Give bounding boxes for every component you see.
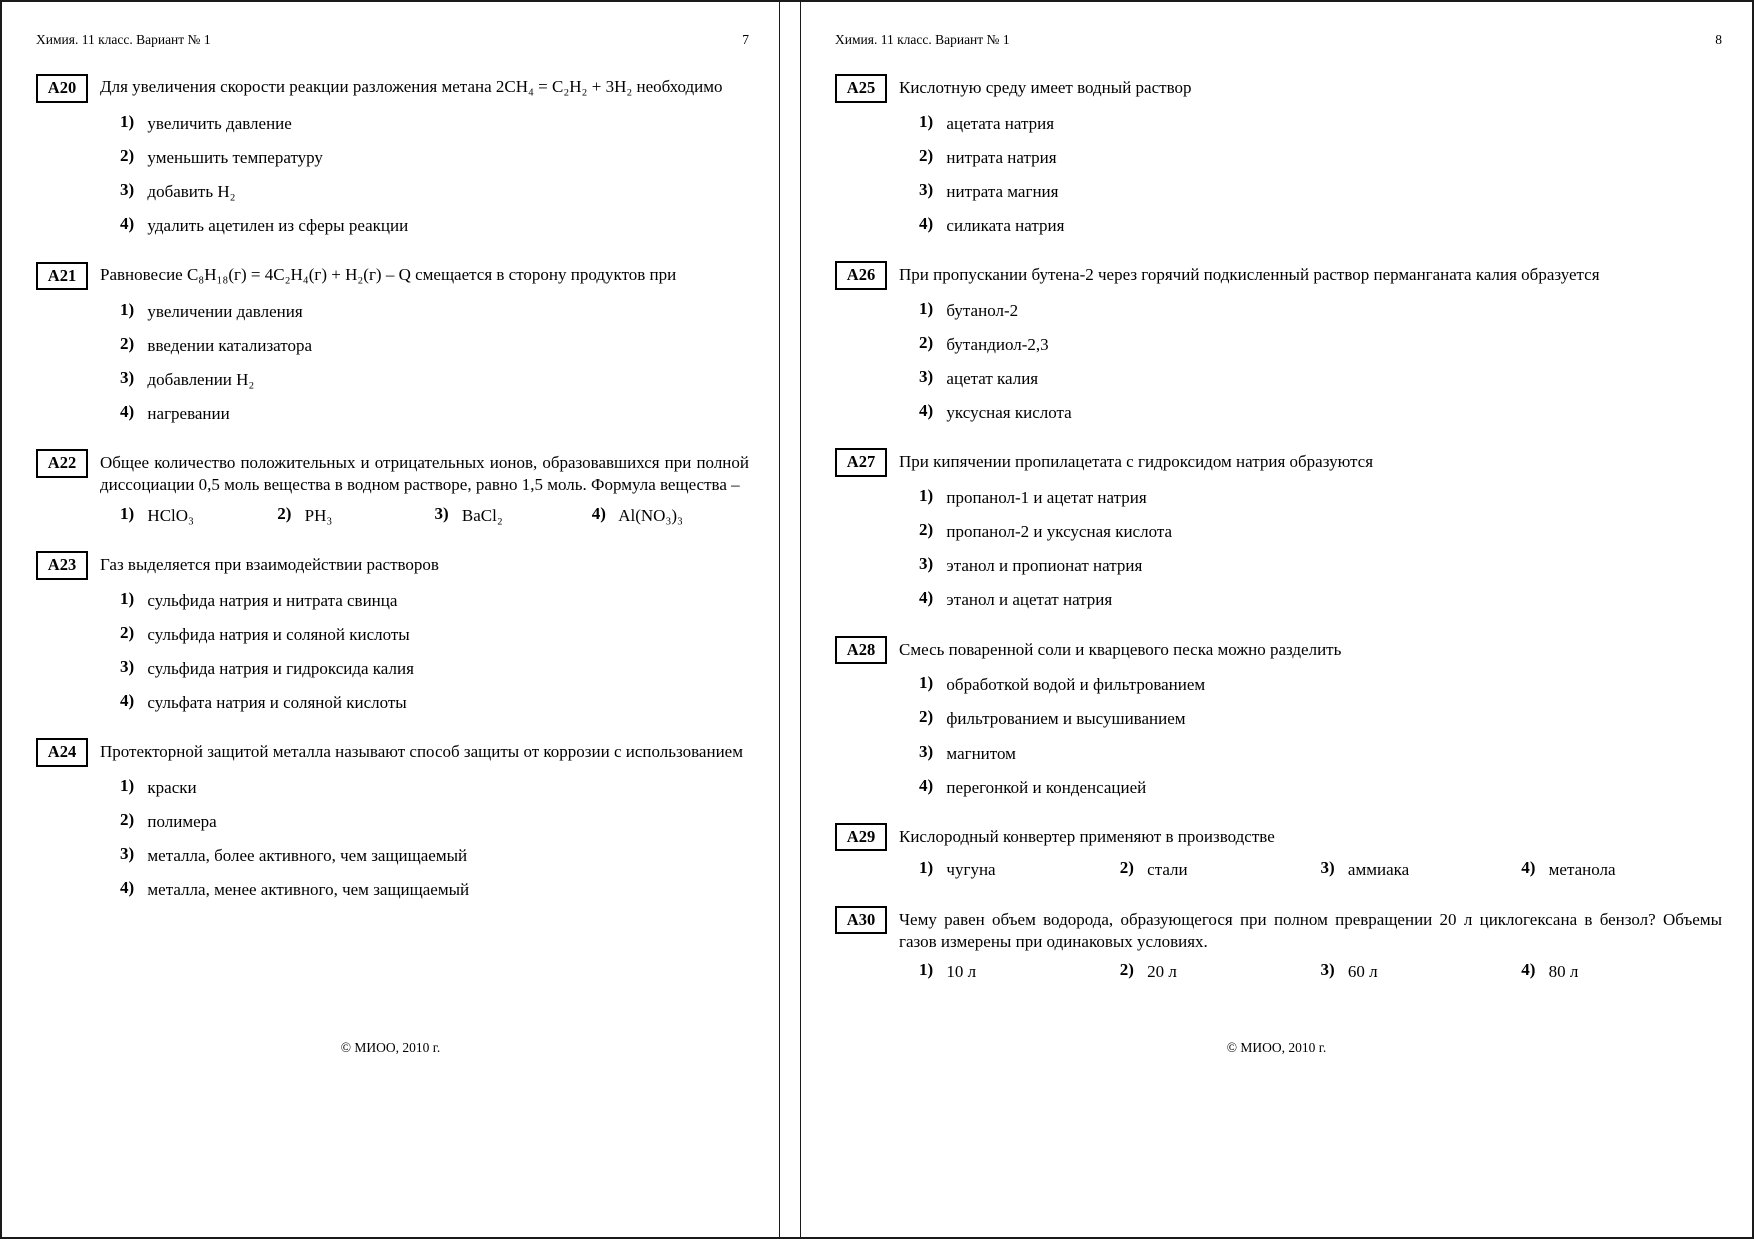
option (1521, 961, 1722, 983)
option-number: 3) (919, 367, 934, 387)
question-number: А25 (835, 74, 887, 103)
option-text: добавлении H₂ (147, 369, 255, 389)
option-text: добавить H₂ (147, 182, 236, 202)
option (120, 335, 749, 357)
option-text: аммиака (1347, 860, 1410, 880)
question-row (36, 738, 749, 767)
option (435, 505, 592, 527)
question (36, 738, 749, 901)
option-text: этанол и ацетат натрия (946, 590, 1113, 610)
option-number: 2) (1119, 858, 1134, 878)
question (36, 74, 749, 238)
option-text: сульфата натрия и соляной кислоты (147, 693, 407, 713)
option-number: 1) (919, 858, 934, 878)
option-number: 1) (120, 775, 135, 795)
page-header (36, 32, 749, 48)
options (120, 505, 749, 527)
questions (36, 74, 749, 901)
options (919, 487, 1722, 611)
option-number: 1) (919, 298, 934, 318)
option-text: уксусная кислота (946, 403, 1072, 423)
option-number: 3) (434, 503, 449, 523)
question-text: При кипячении пропилацетата с гидроксидом натрия образуются (899, 452, 1374, 472)
option (120, 811, 749, 833)
questions (835, 74, 1722, 984)
option (120, 215, 749, 237)
option-number: 1) (120, 503, 135, 523)
question-number: А22 (36, 449, 88, 478)
question (36, 262, 749, 426)
option-text: введении катализатора (147, 335, 313, 355)
options (919, 113, 1722, 237)
option (919, 555, 1722, 577)
page-footer: © МИОО, 2010 г. (1226, 1040, 1327, 1055)
option-number: 1) (919, 111, 934, 131)
option (919, 743, 1722, 765)
question-row (36, 262, 749, 291)
option-number: 3) (120, 180, 135, 200)
question-row (36, 449, 749, 497)
question (36, 551, 749, 714)
option-text: перегонкой и конденсацией (946, 777, 1147, 797)
question-number: А23 (36, 551, 88, 580)
options (120, 301, 749, 425)
option (592, 505, 749, 527)
option (120, 777, 749, 799)
option-text: фильтрованием и высушиванием (946, 709, 1186, 729)
option-number: 1) (120, 588, 135, 608)
option-number: 4) (919, 775, 934, 795)
option (1120, 859, 1321, 881)
option (120, 301, 749, 323)
option-number: 3) (919, 554, 934, 574)
option-number: 3) (919, 741, 934, 761)
option-number: 3) (1320, 960, 1335, 980)
option-text: нагревании (147, 403, 230, 423)
option-text: этанол и пропионат натрия (946, 556, 1143, 576)
question-text: Газ выделяется при взаимодействии растворов (100, 555, 439, 574)
option (919, 113, 1722, 135)
option (120, 658, 749, 680)
option (919, 708, 1722, 730)
option-text: краски (147, 777, 197, 797)
option-number: 4) (919, 401, 934, 421)
option (919, 521, 1722, 543)
option (919, 487, 1722, 509)
option-number: 1) (919, 486, 934, 506)
option-text: 10 л (946, 962, 977, 982)
option (919, 589, 1722, 611)
option-number: 4) (1521, 960, 1536, 980)
option-number: 4) (120, 401, 135, 421)
question (835, 261, 1722, 424)
option-text: метанола (1548, 860, 1616, 880)
page-number: 8 (1715, 32, 1722, 47)
page-left (2, 2, 780, 1237)
option (919, 215, 1722, 237)
option-text: HClO₃ (147, 505, 194, 525)
option-text: сульфида натрия и соляной кислоты (147, 624, 410, 644)
option-text: уменьшить температуру (147, 148, 323, 168)
question-number: А20 (36, 74, 88, 103)
option (919, 674, 1722, 696)
option-text: 80 л (1548, 962, 1579, 982)
question-text: Общее количество положительных и отрицательных ионов, образовавшихся при полной диссоциации 0,5 моль вещества в водном растворе, равно 1,5 моль. Формула вещества – (100, 453, 749, 495)
option-number: 4) (1521, 858, 1536, 878)
options (919, 300, 1722, 424)
option (919, 368, 1722, 390)
option-text: 20 л (1147, 962, 1177, 982)
option (919, 181, 1722, 203)
option (120, 624, 749, 646)
option-text: нитрата натрия (946, 147, 1057, 167)
header-title: Химия. 11 класс. Вариант № 1 (36, 32, 211, 47)
question-number: А29 (835, 823, 887, 852)
question-row (835, 636, 1722, 665)
question (835, 906, 1722, 984)
option-number: 2) (1119, 960, 1134, 980)
option-text: магнитом (946, 743, 1016, 763)
option (120, 113, 749, 135)
option-text: ацетат калия (946, 369, 1039, 389)
question-text: Для увеличения скорости реакции разложения метана 2CH₄ = C₂H₂ + 3H₂ необходимо (100, 77, 723, 96)
question-row (835, 823, 1722, 852)
option (120, 403, 749, 425)
question-row (835, 261, 1722, 290)
question-text: Чему равен объем водорода, образующегося при полном превращении 20 л циклогексана в бензол? Объемы газов измерены при одинаковых условиях. (899, 909, 1722, 952)
option-text: полимера (147, 812, 217, 832)
option (120, 692, 749, 714)
options (919, 859, 1722, 881)
option-text: 60 л (1347, 962, 1378, 982)
option (919, 334, 1722, 356)
options (120, 113, 749, 237)
option (1120, 961, 1321, 983)
option-number: 2) (120, 622, 135, 642)
options (120, 777, 749, 901)
option-number: 4) (120, 878, 135, 898)
question (835, 636, 1722, 799)
option-number: 3) (120, 367, 135, 387)
header-title: Химия. 11 класс. Вариант № 1 (835, 32, 1010, 47)
option-text: пропанол-1 и ацетат натрия (946, 488, 1147, 508)
option-number: 2) (919, 520, 934, 540)
option-number: 1) (120, 112, 135, 132)
option-text: чугуна (946, 860, 996, 880)
option (919, 777, 1722, 799)
option-number: 4) (919, 588, 934, 608)
question-number: А30 (835, 906, 887, 935)
option-text: бутандиол-2,3 (946, 335, 1049, 355)
page-right (800, 2, 1752, 1237)
option (120, 590, 749, 612)
question-row (36, 551, 749, 580)
option (120, 181, 749, 203)
option-number: 3) (120, 656, 135, 676)
options (120, 590, 749, 714)
option-number: 4) (919, 214, 934, 234)
option-number: 3) (1320, 858, 1335, 878)
options (919, 961, 1722, 983)
question-row (36, 74, 749, 103)
option-text: удалить ацетилен из сферы реакции (147, 216, 409, 236)
page-footer: © МИОО, 2010 г. (340, 1040, 441, 1055)
option-number: 4) (120, 214, 135, 234)
question (36, 449, 749, 527)
question-number: А28 (835, 636, 887, 665)
option-text: силиката натрия (946, 216, 1065, 236)
option-number: 2) (120, 333, 135, 353)
option (919, 961, 1120, 983)
question-text: Протекторной защитой металла называют способ защиты от коррозии с использованием (100, 742, 743, 762)
option-number: 2) (919, 707, 934, 727)
option-number: 3) (919, 179, 934, 199)
option (120, 879, 749, 901)
question-text: Смесь поваренной соли и кварцевого песка можно разделить (899, 639, 1342, 659)
option-number: 1) (120, 299, 135, 319)
option (277, 505, 434, 527)
question-text: Кислотную среду имеет водный раствор (899, 78, 1192, 97)
option-text: сульфида натрия и гидроксида калия (147, 658, 414, 678)
option-text: увеличении давления (147, 301, 303, 321)
option-text: увеличить давление (147, 114, 292, 134)
question-text: При пропускании бутена-2 через горячий подкисленный раствор перманганата калия образуется (899, 265, 1600, 285)
option-text: BaCl₂ (461, 505, 503, 525)
option-text: бутанол-2 (946, 300, 1019, 320)
option-text: стали (1147, 860, 1188, 880)
option-text: Al(NO₃)₃ (618, 505, 683, 525)
question-number: А26 (835, 261, 887, 290)
options (919, 674, 1722, 798)
question (835, 823, 1722, 882)
option-text: пропанол-2 и уксусная кислота (946, 522, 1173, 542)
option-number: 4) (591, 503, 606, 523)
question-row (835, 906, 1722, 954)
option (120, 369, 749, 391)
question (835, 448, 1722, 611)
option (120, 147, 749, 169)
option (120, 505, 277, 527)
question-row (835, 74, 1722, 103)
option (919, 859, 1120, 881)
page-gutter (780, 2, 800, 1237)
page-number: 7 (742, 32, 749, 47)
question-row (835, 448, 1722, 477)
option-number: 2) (120, 810, 135, 830)
option-text: металла, менее активного, чем защищаемый (147, 880, 470, 900)
option-text: PH₃ (304, 505, 333, 525)
option-number: 2) (919, 145, 934, 165)
option-text: ацетата натрия (946, 113, 1055, 133)
question-number: А24 (36, 738, 88, 767)
option (919, 300, 1722, 322)
question-text: Кислородный конвертер применяют в производстве (899, 826, 1275, 846)
option (919, 147, 1722, 169)
option (919, 402, 1722, 424)
option-number: 2) (120, 146, 135, 166)
question (835, 74, 1722, 237)
page-header (835, 32, 1722, 48)
option-number: 2) (277, 503, 292, 523)
option-number: 1) (919, 673, 934, 693)
option-text: обработкой водой и фильтрованием (946, 675, 1206, 695)
option-text: нитрата магния (946, 181, 1059, 201)
option (1521, 859, 1722, 881)
question-number: А27 (835, 448, 887, 477)
question-number: А21 (36, 262, 88, 291)
option-number: 4) (120, 691, 135, 711)
option-number: 2) (919, 333, 934, 353)
option-number: 3) (120, 844, 135, 864)
option-text: металла, более активного, чем защищаемый (147, 846, 468, 866)
option (120, 845, 749, 867)
option-number: 1) (919, 960, 934, 980)
question-text: Равновесие C₈H₁₈(г) = 4C₂H₄(г) + H₂(г) – Q смещается в сторону продуктов при (100, 264, 677, 284)
option (1321, 859, 1522, 881)
option-text: сульфида натрия и нитрата свинца (147, 590, 398, 610)
option (1321, 961, 1522, 983)
